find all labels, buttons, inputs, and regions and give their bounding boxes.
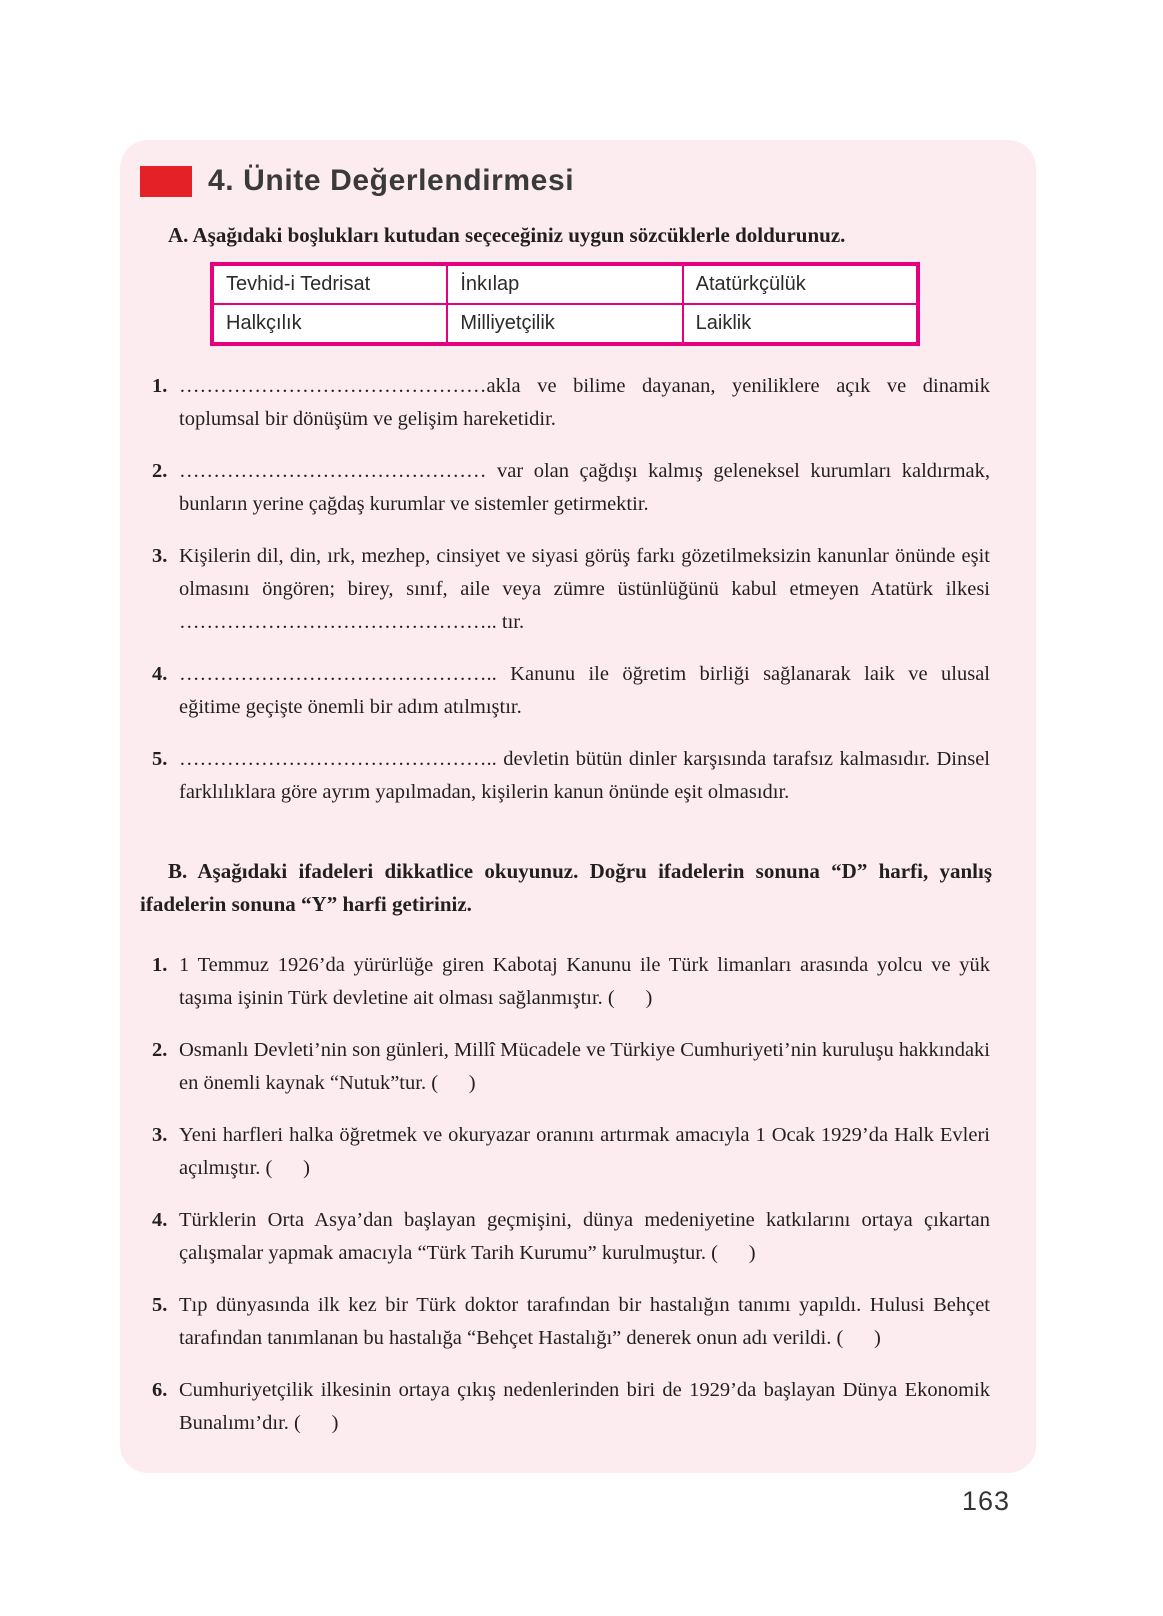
word-box-row (212, 264, 918, 304)
word-box-row (212, 304, 918, 344)
word-cell-ataturkculuk: Atatürkçülük (683, 264, 918, 304)
item-number: 3. (152, 1124, 168, 1146)
item-text: 1 Temmuz 1926’da yürürlüğe giren Kabotaj Kanunu ile Türk limanları arasında yolcu ve yük taşıma işinin Türk devletine ait olması sağlanmıştır. ( ) (179, 954, 990, 1009)
fill-blank-item-2 (152, 455, 990, 521)
evaluation-card (120, 140, 1036, 1473)
true-false-item-2 (152, 1034, 990, 1100)
fill-blank-item-3 (152, 540, 990, 639)
item-number: 1. (152, 375, 168, 397)
word-cell-milliyetcilik: Milliyetçilik (447, 304, 682, 344)
fill-blank-item-4 (152, 658, 990, 724)
page-title: 4. Ünite Değerlendirmesi (208, 164, 575, 197)
page-number: 163 (962, 1486, 1011, 1516)
section-b-items (152, 949, 990, 1440)
item-number: 1. (152, 954, 168, 976)
item-number: 4. (152, 663, 168, 685)
word-cell-inkilap: İnkılap (447, 264, 682, 304)
item-number: 2. (152, 1039, 168, 1061)
item-text: Cumhuriyetçilik ilkesinin ortaya çıkış nedenlerinden biri de 1929’da başlayan Dünya Ekonomik Bunalımı’dır. ( ) (179, 1379, 990, 1434)
item-text: Kişilerin dil, din, ırk, mezhep, cinsiyet ve siyasi görüş farkı gözetilmeksizin kanunlar önünde eşit olmasını öngören; birey, sınıf, aile veya zümre üstünlüğünü kabul etmeyen Atatürk ilkesi ……………………………………….. tır. (179, 545, 990, 633)
word-box-table (210, 262, 920, 346)
item-number: 5. (152, 748, 168, 770)
title-row (140, 164, 992, 198)
fill-blank-item-1 (152, 370, 990, 436)
true-false-item-6 (152, 1374, 990, 1440)
item-text: ……………………………………… var olan çağdışı kalmış geleneksel kurumları kaldırmak, bunların yerine çağdaş kurumlar ve sistemler getirmektir. (179, 460, 990, 515)
section-a-heading: A. Aşağıdaki boşlukları kutudan seçeceğiniz uygun sözcüklerle doldurunuz. (168, 223, 846, 247)
true-false-item-1 (152, 949, 990, 1015)
title-marker-icon (140, 166, 192, 197)
item-text: ……………………………………….. devletin bütün dinler karşısında tarafsız kalmasıdır. Dinsel farklılıklara göre ayrım yapılmadan, kişilerin kanun önünde eşit olmasıdır. (179, 748, 990, 803)
true-false-item-4 (152, 1204, 990, 1270)
item-text: ………………………………………akla ve bilime dayanan, yeniliklere açık ve dinamik toplumsal bir dönüşüm ve gelişim hareketidir. (179, 375, 990, 430)
item-number: 6. (152, 1379, 168, 1401)
item-text: Tıp dünyasında ilk kez bir Türk doktor tarafından bir hastalığın tanımı yapıldı. Hulusi Behçet tarafından tanımlanan bu hastalığa “Behçet Hastalığı” denerek onun adı verildi. ( ) (179, 1294, 990, 1349)
item-text: Türklerin Orta Asya’dan başlayan geçmişini, dünya medeniyetine katkılarını ortaya çıkartan çalışmalar yapmak amacıyla “Türk Tarih Kurumu” kurulmuştur. ( ) (179, 1209, 990, 1264)
item-number: 5. (152, 1294, 168, 1316)
true-false-item-5 (152, 1289, 990, 1355)
item-text: ……………………………………….. Kanunu ile öğretim birliği sağlanarak laik ve ulusal eğitime geçişte önemli bir adım atılmıştır. (179, 663, 990, 718)
word-cell-tevhid-i-tedrisat: Tevhid-i Tedrisat (212, 264, 447, 304)
item-text: Osmanlı Devleti’nin son günleri, Millî Mücadele ve Türkiye Cumhuriyeti’nin kuruluşu hakkındaki en önemli kaynak “Nutuk”tur. ( ) (179, 1039, 990, 1094)
item-text: Yeni harfleri halka öğretmek ve okuryazar oranını artırmak amacıyla 1 Ocak 1929’da Halk Evleri açılmıştır. ( ) (179, 1124, 990, 1179)
item-number: 3. (152, 545, 168, 567)
true-false-item-3 (152, 1119, 990, 1185)
word-cell-halkcilik: Halkçılık (212, 304, 447, 344)
section-a-items (152, 370, 990, 809)
item-number: 2. (152, 460, 168, 482)
section-b-heading: B. Aşağıdaki ifadeleri dikkatlice okuyunuz. Doğru ifadelerin sonuna “D” harfi, yanlış ifadelerin sonuna “Y” harfi getiriniz. (140, 859, 992, 916)
fill-blank-item-5 (152, 743, 990, 809)
word-cell-laiklik: Laiklik (683, 304, 918, 344)
item-number: 4. (152, 1209, 168, 1231)
